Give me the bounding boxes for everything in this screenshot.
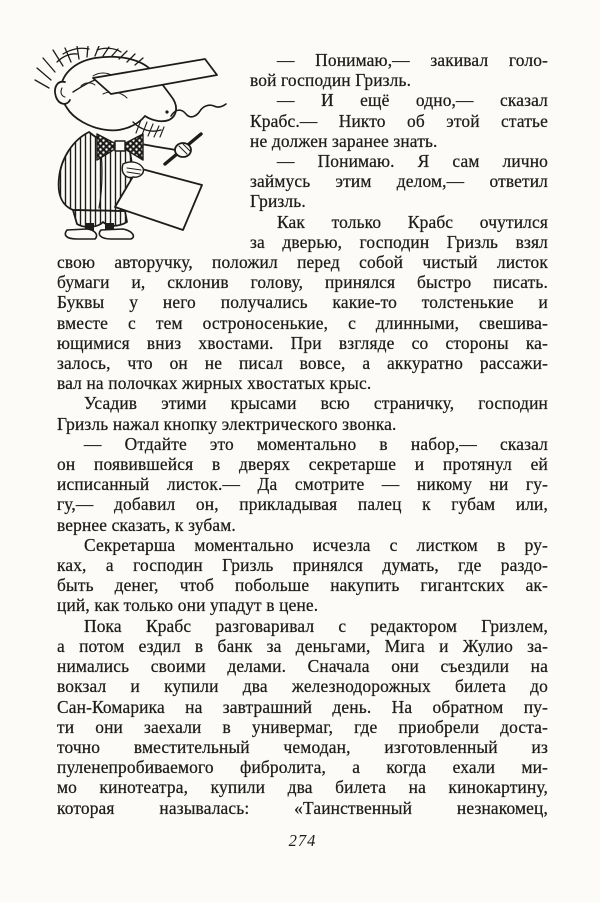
- text-line: которая называлась: «Таинственный незнакомец,: [57, 797, 548, 818]
- text-line: свою авторучку, положил перед собой чистый листок: [57, 252, 548, 273]
- text-line: не должен заранее знать.: [250, 130, 438, 151]
- text-line: вокзал и купили два железнодорожных билета до: [57, 676, 548, 697]
- text-line: вместе с тем остроносенькие, с длинными, свешива-: [57, 312, 548, 333]
- text-line: быть денег, чтоб побольше накупить гигантских ак-: [57, 575, 548, 596]
- text-line: ках, а господин Гризль принялся думать, где раздо-: [57, 555, 548, 576]
- text-line: мо кинотеатра, купили два билета на кинокартину,: [57, 777, 548, 798]
- text-line: Буквы у него получались какие-то толстенькие и: [57, 292, 548, 313]
- text-line: исписанный листок.— Да смотрите — никому ни гу-: [57, 474, 548, 495]
- text-line: Как только Крабс очутился: [277, 211, 548, 232]
- text-line: он появившейся в дверях секретарше и протянул ей: [57, 454, 548, 475]
- page-number: 274: [288, 831, 317, 850]
- text-line: вернее сказать, к зубам.: [57, 514, 236, 535]
- text-line: вой господин Гризль.: [250, 70, 412, 91]
- text-line: ющимися вниз хвостами. При взгляде со стороны ка-: [57, 332, 548, 353]
- text-line: а потом ездил в банк за деньгами, Мига и Жулио за-: [57, 635, 548, 656]
- text-line: ций, как только они упадут в цене.: [57, 595, 319, 616]
- text-line: — Понимаю,— закивал голо-: [277, 50, 548, 70]
- text-line: залось, что он не писал вовсе, а аккуратно рассажи-: [57, 353, 548, 374]
- text-line: Гризль.: [250, 191, 306, 212]
- text-line: гу,— добавил он, прикладывая палец к губам или,: [57, 494, 548, 515]
- text-line: пуленепробиваемого фибролита, а когда ехали ми-: [57, 757, 548, 778]
- text-line: бумаги и, склонив голову, принялся быстро писать.: [57, 272, 548, 293]
- text-line: нимались своими делами. Сначала они съездили на: [57, 656, 548, 677]
- text-line: за дверью, господин Гризль взял: [250, 231, 548, 252]
- text-line: вал на полочках жирных хвостатых крыс.: [57, 373, 372, 394]
- text-line: — Понимаю. Я сам лично: [277, 151, 548, 172]
- text-line: ти они заехали в универмаг, где приобрели доста-: [57, 716, 548, 737]
- text-line: Гризль нажал кнопку электрического звонка.: [57, 413, 397, 434]
- text-line: Секретарша моментально исчезла с листком в ру-: [84, 534, 548, 555]
- narrow-lines: [57, 50, 548, 252]
- text-line: — Отдайте это моментально в набор,— сказал: [84, 433, 548, 454]
- text-line: — И ещё одно,— сказал: [277, 90, 548, 111]
- text-line: Усадив этими крысами всю страничку, господин: [84, 393, 548, 414]
- text-line: Крабс.— Никто об этой статье: [250, 110, 548, 131]
- text-line: точно вместительный чемодан, изготовленный из: [57, 736, 548, 757]
- wide-lines: [57, 252, 548, 818]
- text-line: Сан-Комарика на завтрашний день. На обратном пу-: [57, 696, 548, 717]
- text-column: [57, 50, 548, 818]
- text-line: займусь этим делом,— ответил: [250, 171, 548, 192]
- text-line: Пока Крабс разговаривал с редактором Гризлем,: [84, 615, 548, 636]
